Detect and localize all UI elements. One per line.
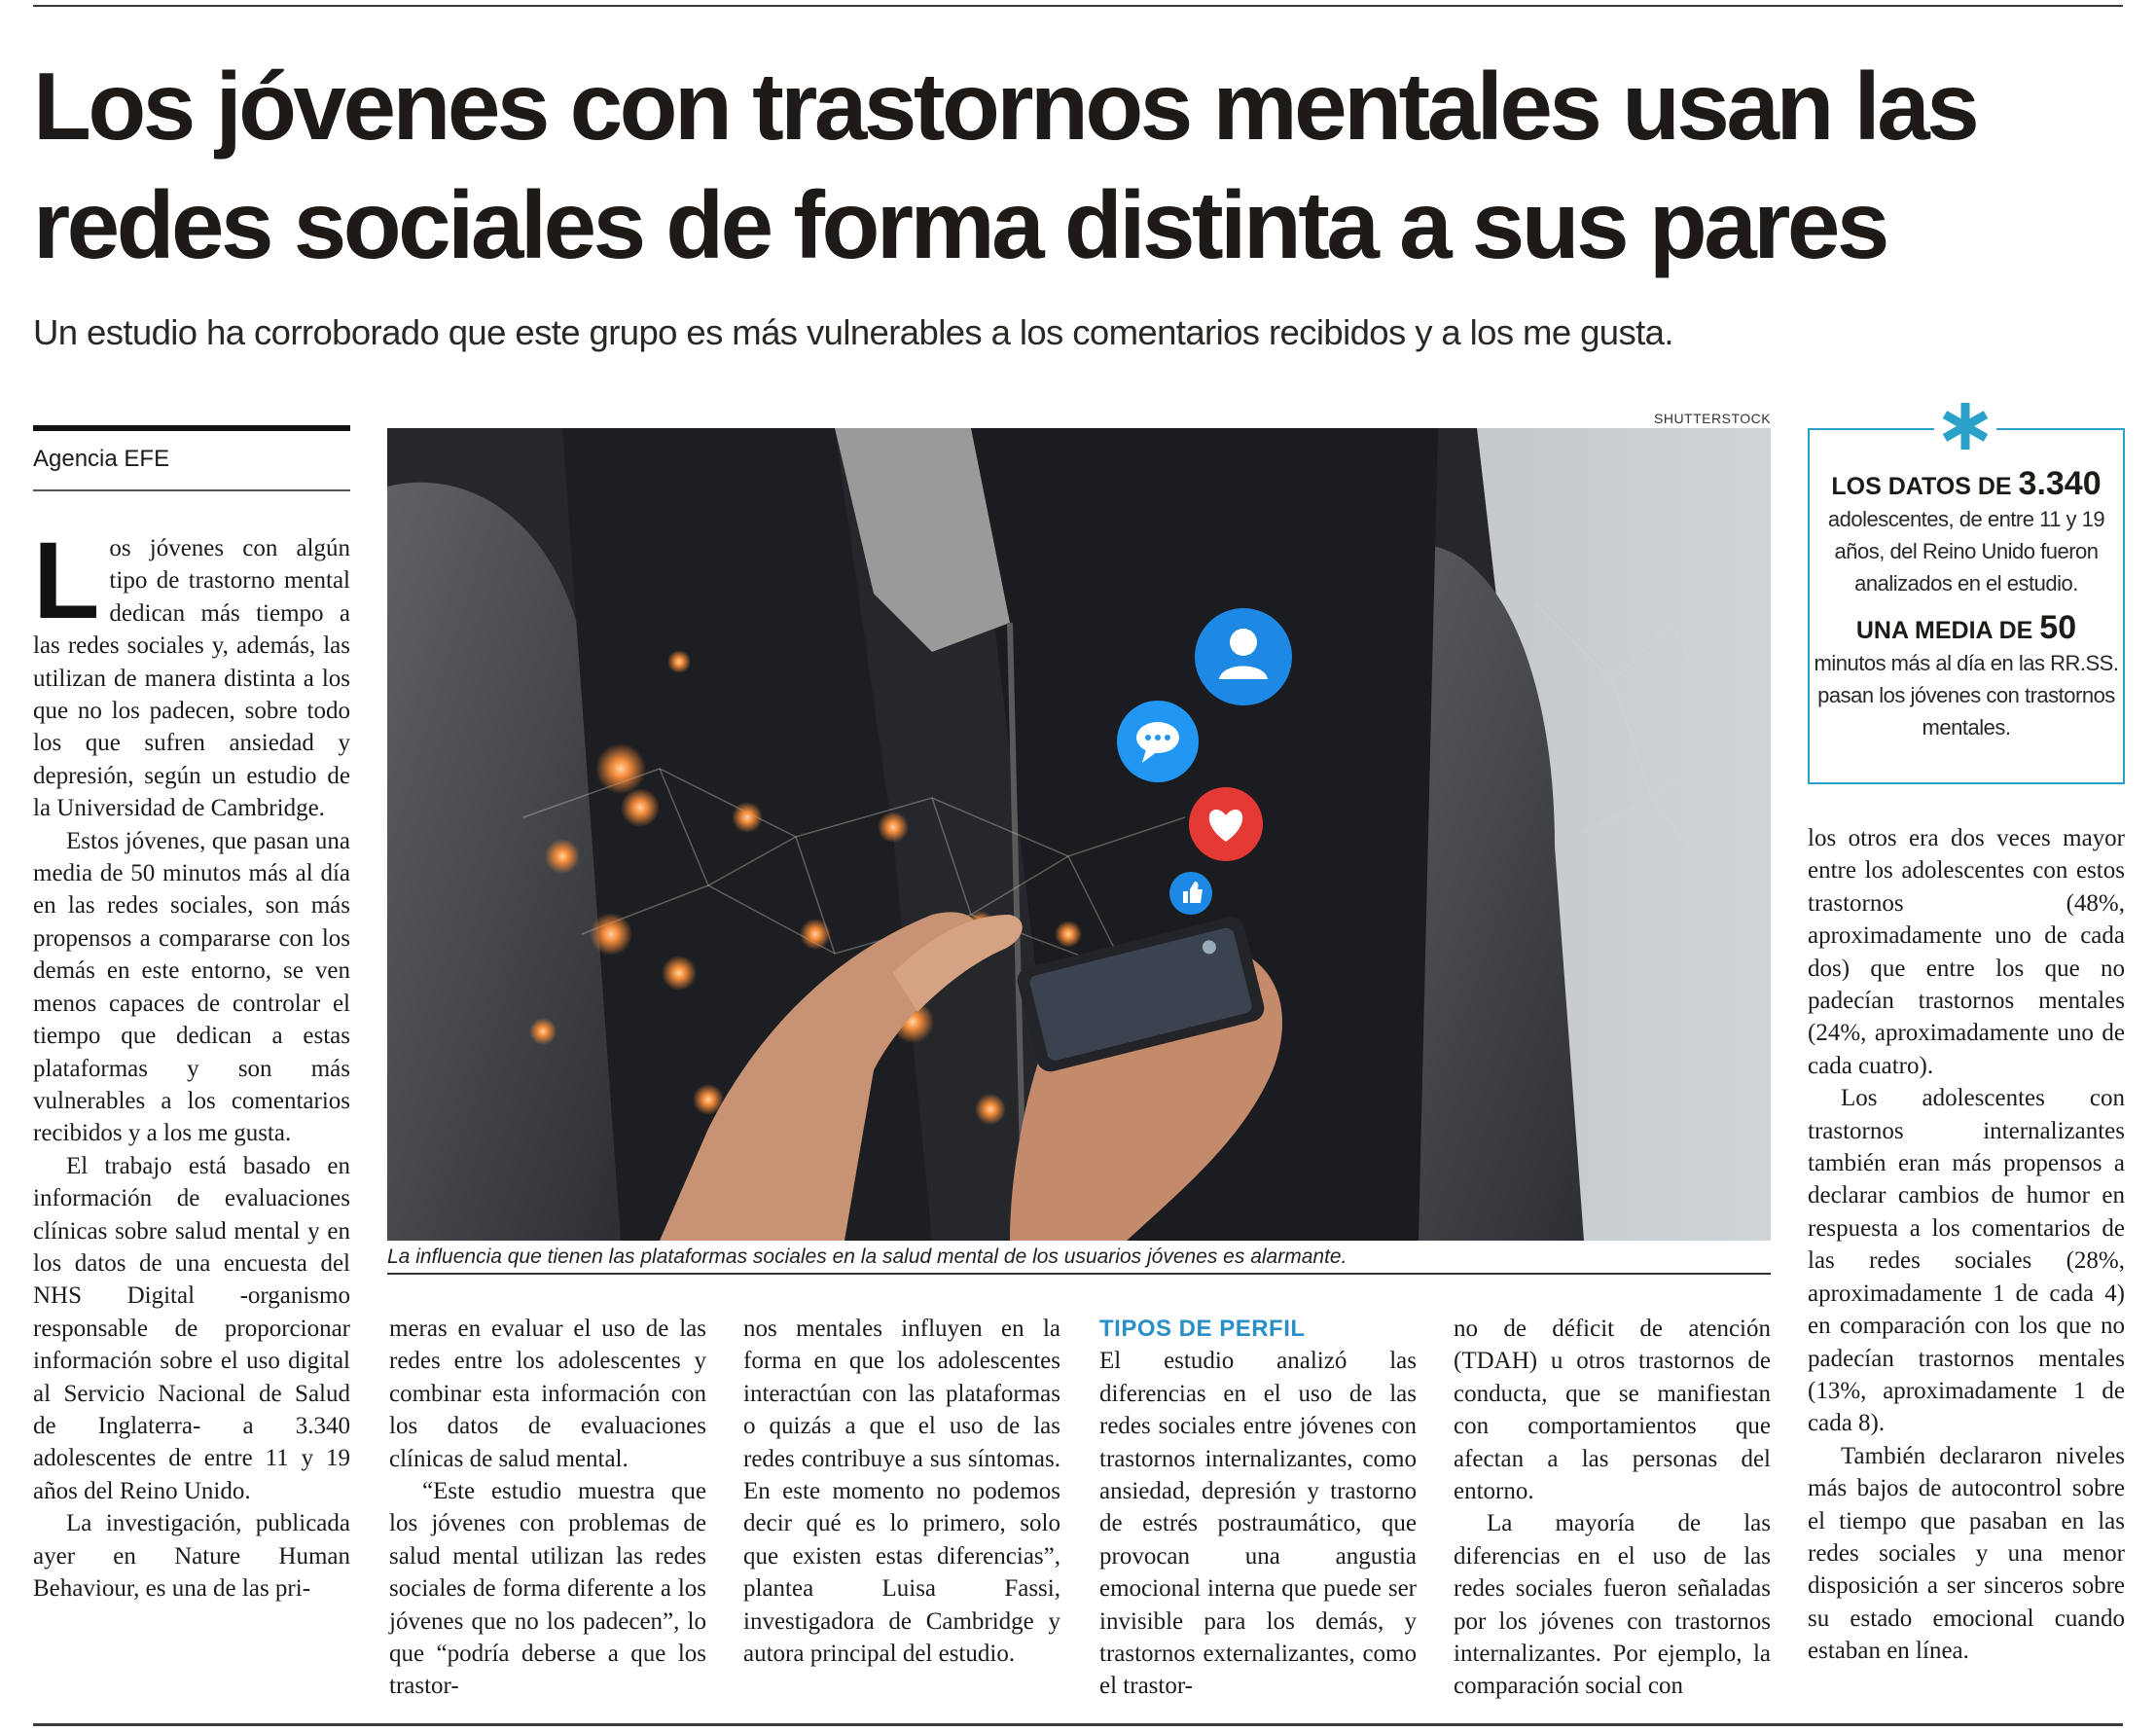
article-column-2 xyxy=(389,1313,706,1703)
paragraph-13: También declararon niveles más bajos de autocontrol sobre el tiempo que pasaban en las redes sociales y una menor disposición a ser sinceros sobre su estado emocional cuando estaban en línea. xyxy=(1808,1442,2125,1665)
paragraph-3: El trabajo está basado en información de evaluaciones clínicas sobre salud mental y en los datos de una encuesta del NHS Digital -organismo responsable de proporcionar información sobre el uso digital al Servicio Nacional de Salud de Inglaterra- a 3.340 adolescentes de entre 11 y 19 años del Reino Unido. xyxy=(33,1152,350,1504)
article-column-4 xyxy=(1099,1313,1417,1703)
paragraph-4: La investigación, publicada ayer en Nature Human Behaviour, es una de las pri- xyxy=(33,1510,350,1602)
paragraph-5: meras en evaluar el uso de las redes entre los adolescentes y combinar esta información con los datos de evaluaciones clínicas de salud mental. xyxy=(389,1316,706,1472)
paragraph-6: “Este estudio muestra que los jóvenes con problemas de salud mental utilizan las redes sociales de forma diferente a los jóvenes que no los padecen”, lo que “podría deberse a que los trastor- xyxy=(389,1478,706,1700)
top-rule xyxy=(33,5,2123,7)
paragraph-8: El estudio analizó las diferencias en el uso de las redes sociales entre jóvenes con trastornos internalizantes, como ansiedad, depresión y trastorno de estrés postraumático, que provocan una angustia emocional interna que puede ser invisible para los demás, y trastornos externalizantes, como el trastor- xyxy=(1099,1348,1417,1700)
fact-1-heading xyxy=(1810,467,2123,503)
byline: Agencia EFE xyxy=(33,446,170,472)
fact-1-label: LOS DATOS DE xyxy=(1831,473,2012,500)
headline: Los jóvenes con trastornos mentales usan las redes sociales de forma distinta a sus pares xyxy=(33,53,1977,278)
photo-credit: SHUTTERSTOCK xyxy=(1654,411,1772,426)
bottom-rule xyxy=(33,1723,2123,1726)
fact-box xyxy=(1808,428,2125,784)
fact-2-heading xyxy=(1810,611,2123,647)
article-column-1 xyxy=(33,520,350,1605)
section-heading: TIPOS DE PERFIL xyxy=(1099,1316,1306,1342)
subheadline: Un estudio ha corroborado que este grupo es más vulnerables a los comentarios recibidos y a los me gusta. xyxy=(33,312,1673,352)
paragraph-2: Estos jóvenes, que pasan una media de 50 minutos más al día en las redes sociales, son más propensos a compararse con los demás en este entorno, se ven menos capaces de controlar el tiempo que dedican a estas plataformas y son más vulnerables a los comentarios recibidos y a los me gusta. xyxy=(33,827,350,1147)
paragraph-1-text: os jóvenes con algún tipo de trastorno mental dedican más tiempo a las redes sociales y, además, las utilizan de manera distinta a los que no los padecen, sobre todo los que sufren ansiedad y depresión, según un estudio de la Universidad de Cambridge. xyxy=(33,535,350,822)
asterisk-icon xyxy=(1934,399,1996,453)
fact-1-text: adolescentes, de entre 11 y 19 años, del Reino Unido fueron analizados en el estudio. xyxy=(1827,507,2105,595)
fact-2-number: 50 xyxy=(2039,609,2077,646)
fact-1-number: 3.340 xyxy=(2018,465,2102,502)
paragraph-9: no de déficit de atención (TDAH) u otros trastornos de conducta, que se manifiestan con comportamientos que afectan a las personas del entorno. xyxy=(1454,1316,1771,1505)
article-column-3 xyxy=(743,1313,1060,1670)
fact-2-text: minutos más al día en las RR.SS. pasan los jóvenes con trastornos mentales. xyxy=(1814,651,2119,740)
lead-paragraph xyxy=(33,520,350,825)
paragraph-11: los otros era dos veces mayor entre los adolescentes con estos trastornos (48%, aproximadamente uno de cada dos) que entre los que no padecían trastornos mentales (24%, aproximadamente uno de cada cuatro). xyxy=(1808,825,2125,1079)
paragraph-12: Los adolescentes con trastornos internalizantes también eran más propensos a declarar cambios de humor en respuesta a los comentarios de las redes sociales (28%, aproximadamente 1 de cada 4) en comparación con los que no padecían trastornos mentales (13%, aproximadamente 1 de cada 8). xyxy=(1808,1085,2125,1437)
drop-cap: L xyxy=(33,520,100,641)
byline-bar xyxy=(33,425,350,431)
paragraph-10: La mayoría de las diferencias en el uso de las redes sociales fueron señaladas por los jóvenes con trastornos internalizantes. Por ejemplo, la comparación social con xyxy=(1454,1510,1771,1700)
byline-rule xyxy=(33,489,350,491)
article-column-6 xyxy=(1808,822,2125,1668)
article-photo xyxy=(387,428,1771,1241)
photo-caption: La influencia que tienen las plataformas sociales en la salud mental de los usuarios jóvenes es alarmante. xyxy=(387,1245,1348,1268)
caption-rule xyxy=(387,1273,1771,1275)
article-column-5 xyxy=(1454,1313,1771,1703)
paragraph-7: nos mentales influyen en la forma en que los adolescentes interactúan con las plataformas o quizás a que el uso de las redes contribuye a sus síntomas. En este momento no podemos decir qué es lo primero, solo que existen estas diferencias”, plantea Luisa Fassi, investigadora de Cambridge y autora principal del estudio. xyxy=(743,1316,1060,1668)
fact-2-label: UNA MEDIA DE xyxy=(1855,617,2033,644)
